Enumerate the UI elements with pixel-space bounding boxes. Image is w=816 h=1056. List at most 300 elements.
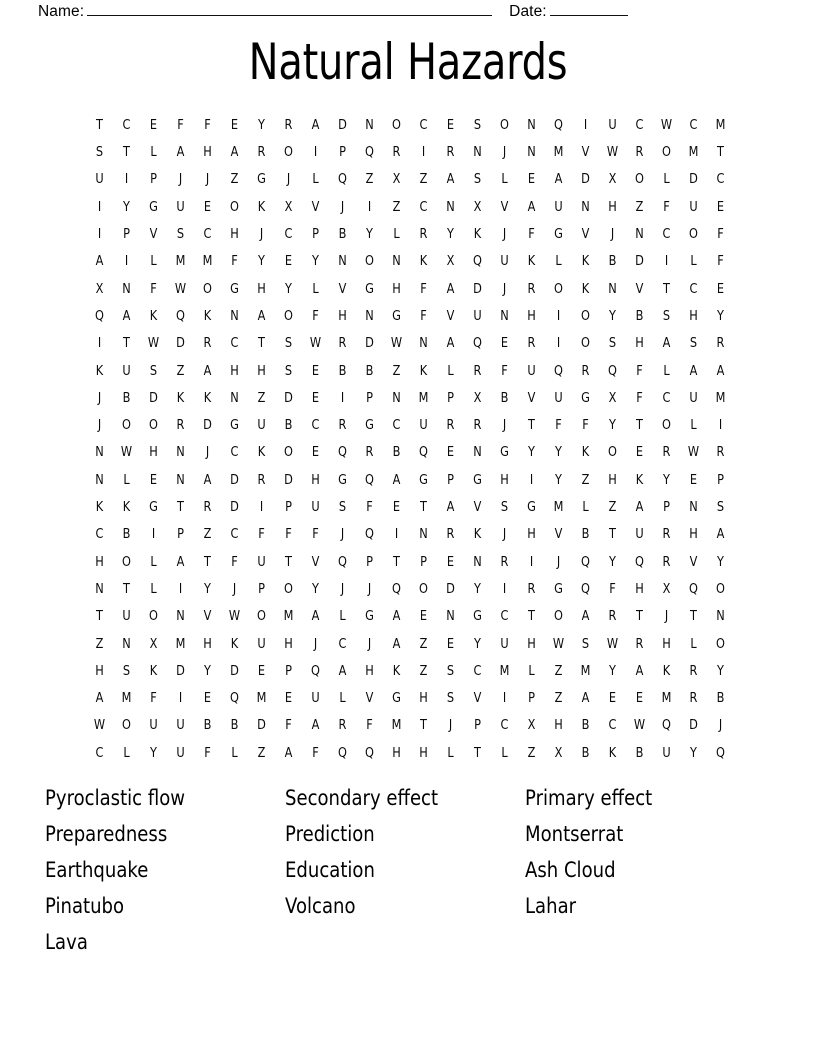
- grid-cell[interactable]: O: [149, 608, 158, 625]
- grid-cell[interactable]: Y: [204, 662, 211, 679]
- grid-cell[interactable]: M: [553, 499, 564, 516]
- grid-cell[interactable]: G: [419, 471, 428, 488]
- grid-cell[interactable]: H: [500, 471, 509, 488]
- grid-cell[interactable]: Z: [257, 389, 266, 406]
- grid-cell[interactable]: H: [392, 280, 401, 297]
- grid-cell[interactable]: K: [392, 662, 401, 679]
- grid-cell[interactable]: O: [581, 307, 590, 324]
- grid-cell[interactable]: V: [635, 280, 644, 297]
- grid-cell[interactable]: T: [636, 417, 643, 434]
- grid-cell[interactable]: X: [527, 717, 536, 734]
- grid-cell[interactable]: F: [312, 307, 319, 324]
- grid-cell[interactable]: R: [473, 417, 482, 434]
- grid-cell[interactable]: N: [122, 280, 131, 297]
- grid-cell[interactable]: Q: [554, 362, 563, 379]
- grid-cell[interactable]: A: [230, 144, 239, 161]
- grid-cell[interactable]: V: [689, 553, 698, 570]
- grid-cell[interactable]: Y: [447, 226, 454, 243]
- grid-cell[interactable]: C: [230, 526, 239, 543]
- grid-cell[interactable]: U: [635, 526, 644, 543]
- grid-cell[interactable]: R: [176, 417, 185, 434]
- grid-cell[interactable]: N: [95, 580, 104, 597]
- grid-cell[interactable]: Y: [258, 116, 265, 133]
- grid-cell[interactable]: U: [176, 198, 185, 215]
- grid-cell[interactable]: I: [394, 526, 399, 543]
- grid-cell[interactable]: U: [608, 116, 617, 133]
- grid-cell[interactable]: K: [176, 389, 185, 406]
- grid-cell[interactable]: K: [122, 499, 131, 516]
- grid-cell[interactable]: T: [636, 608, 643, 625]
- grid-cell[interactable]: R: [527, 580, 536, 597]
- grid-cell[interactable]: D: [230, 471, 239, 488]
- grid-cell[interactable]: F: [285, 717, 292, 734]
- grid-cell[interactable]: E: [608, 690, 617, 707]
- grid-cell[interactable]: N: [365, 116, 374, 133]
- grid-cell[interactable]: U: [419, 417, 428, 434]
- grid-cell[interactable]: T: [528, 417, 535, 434]
- word-list-item[interactable]: Preparedness: [45, 822, 168, 846]
- grid-cell[interactable]: P: [528, 690, 535, 707]
- grid-cell[interactable]: Q: [635, 553, 644, 570]
- grid-cell[interactable]: F: [636, 389, 643, 406]
- grid-cell[interactable]: K: [473, 526, 482, 543]
- grid-cell[interactable]: B: [284, 417, 293, 434]
- grid-cell[interactable]: N: [176, 608, 185, 625]
- grid-cell[interactable]: P: [663, 499, 670, 516]
- grid-cell[interactable]: M: [175, 253, 186, 270]
- grid-cell[interactable]: Y: [717, 553, 724, 570]
- grid-cell[interactable]: D: [365, 335, 374, 352]
- grid-cell[interactable]: M: [661, 690, 672, 707]
- grid-cell[interactable]: T: [258, 335, 265, 352]
- grid-cell[interactable]: T: [285, 553, 292, 570]
- grid-cell[interactable]: H: [635, 580, 644, 597]
- grid-cell[interactable]: M: [688, 144, 699, 161]
- grid-cell[interactable]: J: [610, 226, 615, 243]
- grid-cell[interactable]: Z: [608, 499, 617, 516]
- grid-cell[interactable]: W: [660, 116, 673, 133]
- grid-cell[interactable]: O: [284, 444, 293, 461]
- grid-cell[interactable]: U: [257, 417, 266, 434]
- grid-cell[interactable]: N: [446, 608, 455, 625]
- grid-cell[interactable]: Y: [609, 307, 616, 324]
- grid-cell[interactable]: M: [202, 253, 213, 270]
- grid-cell[interactable]: L: [150, 144, 157, 161]
- grid-cell[interactable]: M: [553, 144, 564, 161]
- grid-cell[interactable]: T: [420, 499, 427, 516]
- date-write-line[interactable]: [550, 2, 628, 16]
- grid-cell[interactable]: B: [581, 744, 590, 761]
- grid-cell[interactable]: V: [527, 389, 536, 406]
- grid-cell[interactable]: N: [392, 389, 401, 406]
- grid-cell[interactable]: F: [204, 116, 211, 133]
- grid-cell[interactable]: A: [392, 608, 401, 625]
- grid-cell[interactable]: W: [228, 608, 241, 625]
- grid-cell[interactable]: C: [419, 198, 428, 215]
- grid-cell[interactable]: K: [608, 744, 617, 761]
- grid-cell[interactable]: L: [312, 171, 319, 188]
- grid-cell[interactable]: J: [367, 635, 372, 652]
- grid-cell[interactable]: K: [419, 362, 428, 379]
- grid-cell[interactable]: X: [608, 389, 617, 406]
- grid-cell[interactable]: D: [176, 662, 185, 679]
- grid-cell[interactable]: T: [177, 499, 184, 516]
- grid-cell[interactable]: M: [283, 608, 294, 625]
- grid-cell[interactable]: Y: [150, 744, 157, 761]
- grid-cell[interactable]: D: [338, 116, 347, 133]
- grid-cell[interactable]: L: [528, 662, 535, 679]
- grid-cell[interactable]: T: [123, 580, 130, 597]
- grid-cell[interactable]: F: [663, 198, 670, 215]
- grid-cell[interactable]: L: [555, 253, 562, 270]
- grid-cell[interactable]: Z: [230, 171, 239, 188]
- grid-cell[interactable]: M: [715, 389, 726, 406]
- grid-cell[interactable]: R: [635, 635, 644, 652]
- grid-cell[interactable]: A: [176, 144, 185, 161]
- grid-cell[interactable]: I: [259, 499, 264, 516]
- grid-cell[interactable]: V: [473, 690, 482, 707]
- grid-cell[interactable]: U: [95, 171, 104, 188]
- grid-cell[interactable]: L: [123, 744, 130, 761]
- grid-cell[interactable]: F: [177, 116, 184, 133]
- word-list-item[interactable]: Montserrat: [525, 822, 624, 846]
- grid-cell[interactable]: I: [97, 226, 102, 243]
- grid-cell[interactable]: G: [473, 471, 482, 488]
- grid-cell[interactable]: L: [501, 744, 508, 761]
- grid-cell[interactable]: J: [502, 417, 507, 434]
- grid-cell[interactable]: R: [338, 417, 347, 434]
- word-list-item[interactable]: Pinatubo: [45, 894, 125, 918]
- grid-cell[interactable]: B: [122, 389, 131, 406]
- grid-cell[interactable]: O: [203, 280, 212, 297]
- grid-cell[interactable]: G: [527, 499, 536, 516]
- grid-cell[interactable]: A: [581, 608, 590, 625]
- grid-cell[interactable]: J: [502, 526, 507, 543]
- grid-cell[interactable]: J: [448, 717, 453, 734]
- grid-cell[interactable]: M: [175, 635, 186, 652]
- grid-cell[interactable]: G: [392, 307, 401, 324]
- grid-cell[interactable]: O: [635, 171, 644, 188]
- grid-cell[interactable]: F: [285, 526, 292, 543]
- grid-cell[interactable]: B: [338, 362, 347, 379]
- grid-cell[interactable]: S: [689, 335, 698, 352]
- grid-cell[interactable]: D: [230, 499, 239, 516]
- grid-cell[interactable]: N: [473, 553, 482, 570]
- grid-cell[interactable]: Y: [555, 471, 562, 488]
- grid-cell[interactable]: I: [124, 171, 129, 188]
- grid-cell[interactable]: K: [257, 444, 266, 461]
- grid-cell[interactable]: P: [447, 471, 454, 488]
- grid-cell[interactable]: K: [149, 662, 158, 679]
- grid-cell[interactable]: F: [312, 526, 319, 543]
- grid-cell[interactable]: E: [446, 444, 455, 461]
- grid-cell[interactable]: N: [527, 144, 536, 161]
- grid-cell[interactable]: E: [527, 171, 536, 188]
- grid-cell[interactable]: H: [365, 662, 374, 679]
- grid-cell[interactable]: H: [554, 717, 563, 734]
- name-write-line[interactable]: [87, 2, 492, 16]
- grid-cell[interactable]: F: [150, 690, 157, 707]
- grid-cell[interactable]: H: [230, 362, 239, 379]
- grid-cell[interactable]: J: [340, 580, 345, 597]
- grid-cell[interactable]: Z: [419, 171, 428, 188]
- grid-cell[interactable]: Q: [365, 526, 374, 543]
- grid-cell[interactable]: U: [257, 553, 266, 570]
- grid-cell[interactable]: R: [662, 444, 671, 461]
- grid-cell[interactable]: D: [284, 389, 293, 406]
- grid-cell[interactable]: T: [96, 116, 103, 133]
- grid-cell[interactable]: D: [473, 280, 482, 297]
- grid-cell[interactable]: X: [554, 744, 563, 761]
- grid-cell[interactable]: Z: [392, 198, 401, 215]
- grid-cell[interactable]: O: [419, 580, 428, 597]
- grid-cell[interactable]: L: [123, 471, 130, 488]
- grid-cell[interactable]: H: [689, 526, 698, 543]
- grid-cell[interactable]: I: [313, 144, 318, 161]
- grid-cell[interactable]: Y: [555, 444, 562, 461]
- grid-cell[interactable]: L: [150, 253, 157, 270]
- grid-cell[interactable]: I: [583, 116, 588, 133]
- grid-cell[interactable]: M: [580, 662, 591, 679]
- grid-cell[interactable]: E: [419, 608, 428, 625]
- grid-cell[interactable]: T: [609, 526, 616, 543]
- grid-cell[interactable]: T: [204, 553, 211, 570]
- grid-cell[interactable]: U: [122, 608, 131, 625]
- grid-cell[interactable]: I: [529, 471, 534, 488]
- grid-cell[interactable]: K: [95, 499, 104, 516]
- grid-cell[interactable]: D: [689, 171, 698, 188]
- grid-cell[interactable]: Z: [527, 744, 536, 761]
- grid-cell[interactable]: O: [608, 444, 617, 461]
- grid-cell[interactable]: O: [230, 198, 239, 215]
- grid-cell[interactable]: C: [122, 116, 131, 133]
- word-list-item[interactable]: Education: [285, 858, 375, 882]
- grid-cell[interactable]: I: [502, 580, 507, 597]
- grid-cell[interactable]: P: [366, 389, 373, 406]
- grid-cell[interactable]: Y: [717, 307, 724, 324]
- grid-cell[interactable]: I: [97, 198, 102, 215]
- grid-cell[interactable]: Q: [365, 471, 374, 488]
- grid-cell[interactable]: A: [392, 471, 401, 488]
- grid-cell[interactable]: Q: [662, 717, 671, 734]
- grid-cell[interactable]: B: [608, 253, 617, 270]
- grid-cell[interactable]: R: [284, 116, 293, 133]
- grid-cell[interactable]: A: [689, 362, 698, 379]
- grid-cell[interactable]: B: [392, 444, 401, 461]
- grid-cell[interactable]: R: [446, 417, 455, 434]
- grid-cell[interactable]: C: [95, 526, 104, 543]
- grid-cell[interactable]: C: [500, 717, 509, 734]
- grid-cell[interactable]: S: [176, 226, 185, 243]
- grid-cell[interactable]: G: [500, 444, 509, 461]
- grid-cell[interactable]: Y: [312, 253, 319, 270]
- grid-cell[interactable]: O: [581, 335, 590, 352]
- grid-cell[interactable]: E: [446, 553, 455, 570]
- grid-cell[interactable]: V: [203, 608, 212, 625]
- grid-cell[interactable]: I: [421, 144, 426, 161]
- grid-cell[interactable]: N: [689, 499, 698, 516]
- word-list-item[interactable]: Prediction: [285, 822, 375, 846]
- grid-cell[interactable]: E: [716, 198, 725, 215]
- grid-cell[interactable]: D: [284, 471, 293, 488]
- grid-cell[interactable]: A: [446, 335, 455, 352]
- grid-cell[interactable]: K: [149, 307, 158, 324]
- grid-cell[interactable]: D: [689, 717, 698, 734]
- grid-cell[interactable]: K: [419, 253, 428, 270]
- grid-cell[interactable]: A: [635, 662, 644, 679]
- grid-cell[interactable]: Y: [204, 580, 211, 597]
- grid-cell[interactable]: U: [311, 499, 320, 516]
- grid-cell[interactable]: R: [662, 526, 671, 543]
- grid-cell[interactable]: O: [392, 116, 401, 133]
- grid-cell[interactable]: J: [232, 580, 237, 597]
- grid-cell[interactable]: Q: [716, 744, 725, 761]
- grid-cell[interactable]: W: [390, 335, 403, 352]
- grid-cell[interactable]: Z: [419, 662, 428, 679]
- grid-cell[interactable]: L: [690, 253, 697, 270]
- grid-cell[interactable]: Y: [474, 635, 481, 652]
- grid-cell[interactable]: O: [662, 144, 671, 161]
- word-list-item[interactable]: Earthquake: [45, 858, 149, 882]
- grid-cell[interactable]: P: [258, 580, 265, 597]
- grid-cell[interactable]: L: [231, 744, 238, 761]
- grid-cell[interactable]: A: [311, 608, 320, 625]
- grid-cell[interactable]: S: [662, 307, 671, 324]
- grid-cell[interactable]: H: [527, 526, 536, 543]
- grid-cell[interactable]: Y: [717, 662, 724, 679]
- grid-cell[interactable]: M: [715, 116, 726, 133]
- grid-cell[interactable]: Z: [554, 662, 563, 679]
- grid-cell[interactable]: E: [500, 335, 509, 352]
- grid-cell[interactable]: C: [473, 662, 482, 679]
- grid-cell[interactable]: F: [582, 417, 589, 434]
- grid-cell[interactable]: X: [446, 253, 455, 270]
- grid-cell[interactable]: J: [502, 226, 507, 243]
- grid-cell[interactable]: C: [500, 608, 509, 625]
- grid-cell[interactable]: O: [716, 580, 725, 597]
- grid-cell[interactable]: I: [178, 580, 183, 597]
- grid-cell[interactable]: C: [284, 226, 293, 243]
- grid-cell[interactable]: A: [581, 690, 590, 707]
- grid-cell[interactable]: K: [581, 253, 590, 270]
- grid-cell[interactable]: O: [122, 717, 131, 734]
- grid-cell[interactable]: E: [311, 389, 320, 406]
- grid-cell[interactable]: E: [716, 280, 725, 297]
- grid-cell[interactable]: W: [606, 144, 619, 161]
- grid-cell[interactable]: E: [203, 690, 212, 707]
- grid-cell[interactable]: K: [203, 389, 212, 406]
- grid-cell[interactable]: I: [502, 690, 507, 707]
- grid-cell[interactable]: D: [149, 389, 158, 406]
- grid-cell[interactable]: X: [473, 198, 482, 215]
- grid-cell[interactable]: F: [555, 417, 562, 434]
- grid-cell[interactable]: G: [473, 608, 482, 625]
- grid-cell[interactable]: A: [203, 362, 212, 379]
- grid-cell[interactable]: P: [447, 389, 454, 406]
- grid-cell[interactable]: P: [177, 526, 184, 543]
- grid-cell[interactable]: N: [95, 444, 104, 461]
- grid-cell[interactable]: L: [447, 362, 454, 379]
- grid-cell[interactable]: S: [122, 662, 131, 679]
- grid-cell[interactable]: W: [174, 280, 187, 297]
- word-search-grid[interactable]: [86, 112, 734, 767]
- grid-cell[interactable]: S: [473, 116, 482, 133]
- grid-cell[interactable]: Q: [338, 553, 347, 570]
- grid-cell[interactable]: V: [311, 198, 320, 215]
- grid-cell[interactable]: D: [446, 580, 455, 597]
- grid-cell[interactable]: L: [447, 744, 454, 761]
- grid-cell[interactable]: B: [203, 717, 212, 734]
- grid-cell[interactable]: I: [529, 553, 534, 570]
- grid-cell[interactable]: N: [419, 335, 428, 352]
- grid-cell[interactable]: G: [554, 226, 563, 243]
- grid-cell[interactable]: Q: [95, 307, 104, 324]
- grid-cell[interactable]: L: [393, 226, 400, 243]
- grid-cell[interactable]: G: [230, 280, 239, 297]
- grid-cell[interactable]: H: [284, 635, 293, 652]
- grid-cell[interactable]: W: [120, 444, 133, 461]
- grid-cell[interactable]: V: [149, 226, 158, 243]
- grid-cell[interactable]: N: [230, 389, 239, 406]
- grid-cell[interactable]: I: [340, 389, 345, 406]
- grid-cell[interactable]: F: [366, 717, 373, 734]
- grid-cell[interactable]: U: [122, 362, 131, 379]
- grid-cell[interactable]: I: [97, 335, 102, 352]
- grid-cell[interactable]: Y: [528, 444, 535, 461]
- grid-cell[interactable]: N: [635, 226, 644, 243]
- grid-cell[interactable]: E: [230, 116, 239, 133]
- grid-cell[interactable]: A: [446, 499, 455, 516]
- grid-cell[interactable]: H: [149, 444, 158, 461]
- grid-cell[interactable]: G: [149, 499, 158, 516]
- grid-cell[interactable]: O: [122, 417, 131, 434]
- grid-cell[interactable]: E: [149, 116, 158, 133]
- grid-cell[interactable]: U: [554, 389, 563, 406]
- grid-cell[interactable]: W: [147, 335, 160, 352]
- grid-cell[interactable]: I: [178, 690, 183, 707]
- grid-cell[interactable]: A: [635, 499, 644, 516]
- grid-cell[interactable]: X: [149, 635, 158, 652]
- grid-cell[interactable]: H: [95, 553, 104, 570]
- grid-cell[interactable]: V: [581, 226, 590, 243]
- grid-cell[interactable]: H: [203, 635, 212, 652]
- grid-cell[interactable]: P: [717, 471, 724, 488]
- grid-cell[interactable]: R: [581, 362, 590, 379]
- grid-cell[interactable]: Z: [419, 635, 428, 652]
- grid-cell[interactable]: Q: [473, 335, 482, 352]
- grid-cell[interactable]: R: [608, 608, 617, 625]
- grid-cell[interactable]: W: [309, 335, 322, 352]
- grid-cell[interactable]: R: [419, 226, 428, 243]
- grid-cell[interactable]: V: [473, 499, 482, 516]
- grid-cell[interactable]: V: [500, 198, 509, 215]
- grid-cell[interactable]: U: [662, 744, 671, 761]
- grid-cell[interactable]: N: [473, 144, 482, 161]
- grid-cell[interactable]: Y: [609, 553, 616, 570]
- grid-cell[interactable]: O: [257, 608, 266, 625]
- grid-cell[interactable]: L: [501, 171, 508, 188]
- grid-cell[interactable]: S: [446, 690, 455, 707]
- grid-cell[interactable]: Y: [609, 662, 616, 679]
- grid-cell[interactable]: R: [446, 526, 455, 543]
- grid-cell[interactable]: A: [446, 171, 455, 188]
- grid-cell[interactable]: V: [311, 553, 320, 570]
- grid-cell[interactable]: R: [689, 690, 698, 707]
- grid-cell[interactable]: K: [527, 253, 536, 270]
- grid-cell[interactable]: A: [203, 471, 212, 488]
- grid-cell[interactable]: F: [717, 253, 724, 270]
- grid-cell[interactable]: Z: [203, 526, 212, 543]
